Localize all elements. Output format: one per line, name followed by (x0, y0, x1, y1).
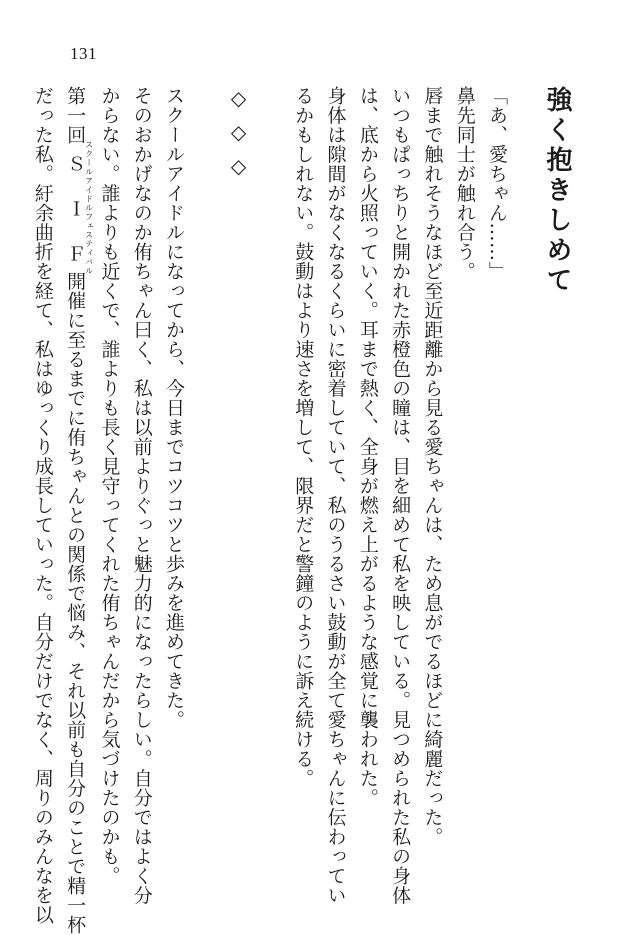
paragraph-line: からない。誰よりも近くで、誰よりも長く見守ってくれた侑ちゃんだから気づけたのかも。 (98, 86, 121, 886)
blank-line (190, 86, 222, 866)
section-separator: ◇◇◇ (226, 86, 251, 188)
blank-line (255, 86, 287, 866)
paragraph-line: るかもしれない。鼓動はより速さを増して、限界だと警鐘のように訴え続ける。 (292, 86, 315, 788)
line-prefix: 第 (64, 86, 87, 106)
counter-word: 回 (64, 125, 87, 145)
dialogue-line: 「あ、愛ちゃん……」 (486, 86, 508, 281)
paragraph-line-with-ruby (59, 86, 94, 935)
paragraph-line: だった私。紆余曲折を経て、私はゆっくり成長していった。自分だけでなく、周りのみんなを以 (31, 86, 54, 925)
line-suffix: 開催に至るまでに侑ちゃんとの関係で悩み、それ以前も自分のことで精一杯 (64, 271, 87, 935)
sif-abbreviation: ＳＩＦ (64, 140, 87, 276)
paragraph-line: は、底から火照っていく。耳まで熱く、全身が燃え上がるような感覚に襲われた。 (356, 86, 379, 808)
chapter-title: 強く抱きしめて (542, 86, 572, 296)
paragraph-line: 身体は隙間がなくなるくらいに密着していて、私のうるさい鼓動が全て愛ちゃんに伝わってい (324, 86, 347, 905)
sif-furigana: スクールアイドルフェスティバル (84, 140, 94, 276)
paragraph-line: 鼻先同士が触れ合う。 (453, 86, 476, 281)
page-number: 131 (70, 44, 97, 63)
paragraph-line: 唇まで触れそうなほど至近距離から見る愛ちゃんは、ため息がでるほどに綺麗だった。 (421, 86, 444, 847)
body-text (27, 86, 581, 935)
paragraph-line: そのおかげなのか侑ちゃん曰く、私は以前よりぐっと魅力的になったらしい。自分ではよく分 (130, 86, 153, 905)
paragraph-line: いつもぱっちりと開かれた赤橙色の瞳は、目を細めて私を映している。見つめられた私の身体 (389, 86, 412, 905)
sif-ruby (64, 140, 94, 276)
paragraph-line: スクールアイドルになってから、今日までコツコツと歩みを進めてきた。 (163, 86, 186, 730)
ordinal-number: 一 (64, 105, 87, 125)
